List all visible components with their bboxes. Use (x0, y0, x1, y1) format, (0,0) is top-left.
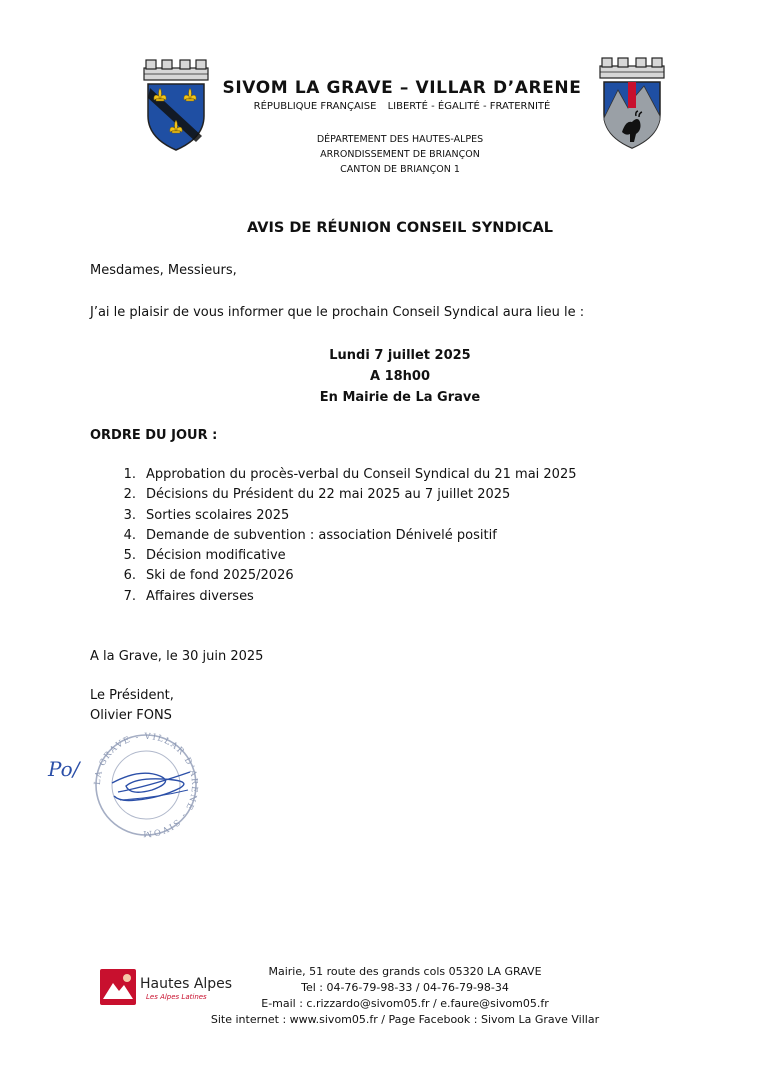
motto-label: LIBERTÉ - ÉGALITÉ - FRATERNITÉ (387, 101, 551, 112)
agenda-item-number: 4. (123, 527, 136, 543)
agenda-item (112, 506, 577, 526)
meeting-time: A 18h00 (369, 369, 431, 384)
agenda-item-number: 5. (123, 548, 136, 564)
agenda-item (112, 566, 577, 586)
signatory-role: Le Président, (90, 688, 174, 703)
meeting-details (250, 345, 550, 408)
logo-name: Hautes Alpes (140, 976, 233, 992)
meeting-date: Lundi 7 juillet 2025 (329, 348, 471, 363)
footer-contact (205, 964, 605, 1028)
organization-title: SIVOM LA GRAVE – VILLAR D’ARENE (222, 78, 582, 98)
logo-tagline: Les Alpes Latines (146, 993, 207, 1001)
administrative-block (258, 132, 542, 177)
arrondissement-line: ARRONDISSEMENT DE BRIANÇON (320, 149, 480, 160)
agenda-item-text: Approbation du procès-verbal du Conseil Syndical du 21 mai 2025 (146, 467, 577, 482)
signatory-name: Olivier FONS (90, 708, 172, 723)
agenda-item (112, 526, 577, 546)
notice-title: AVIS DE RÉUNION CONSEIL SYNDICAL (247, 220, 553, 236)
meeting-location: En Mairie de La Grave (319, 390, 481, 405)
agenda-item-text: Ski de fond 2025/2026 (146, 568, 294, 584)
handwritten-note: Po/ (48, 757, 80, 781)
agenda-item-text: Décision modificative (146, 548, 286, 564)
agenda-item-text: Demande de subvention : association Dénivelé positif (146, 527, 497, 543)
footer-address: Mairie, 51 route des grands cols 05320 LA GRAVE (268, 965, 542, 978)
republic-label: RÉPUBLIQUE FRANÇAISE (253, 101, 377, 112)
footer-phone: Tel : 04-76-79-98-33 / 04-76-79-98-34 (301, 981, 509, 994)
agenda-item-number: 1. (123, 467, 136, 482)
agenda-item-text: Décisions du Président du 22 mai 2025 au 7 juillet 2025 (146, 487, 511, 503)
stamp-text: LA GRAVE - VILLAR D’ARENE - SIVOM (92, 731, 200, 839)
agenda-heading: ORDRE DU JOUR : (90, 428, 218, 443)
official-stamp-icon (40, 728, 210, 843)
republic-motto (218, 101, 586, 112)
intro-text: J’ai le plaisir de vous informer que le prochain Conseil Syndical aura lieu le : (90, 305, 585, 320)
agenda-item-number: 2. (123, 487, 136, 503)
place-and-date: A la Grave, le 30 juin 2025 (90, 649, 264, 664)
canton-line: CANTON DE BRIANÇON 1 (340, 164, 460, 175)
chamois-crest-icon (596, 56, 668, 152)
agenda-item (112, 485, 577, 505)
footer-web: Site internet : www.sivom05.fr / Page Facebook : Sivom La Grave Villar (210, 1013, 600, 1026)
agenda-item-text: Affaires diverses (146, 588, 254, 604)
agenda-item (112, 465, 577, 485)
footer-email: E-mail : c.rizzardo@sivom05.fr / e.faure@sivom05.fr (261, 997, 549, 1010)
agenda-item (112, 587, 577, 607)
agenda-item (112, 546, 577, 566)
agenda-item-number: 3. (123, 507, 136, 523)
agenda-item-text: Sorties scolaires 2025 (146, 507, 290, 523)
mountain-logo-icon (100, 969, 136, 1005)
agenda-list (112, 465, 577, 607)
department-line: DÉPARTEMENT DES HAUTES-ALPES (316, 134, 484, 145)
salutation: Mesdames, Messieurs, (90, 263, 237, 278)
agenda-item-number: 7. (123, 588, 136, 604)
fleur-de-lis-crest-icon (140, 58, 212, 154)
agenda-item-number: 6. (123, 568, 136, 584)
